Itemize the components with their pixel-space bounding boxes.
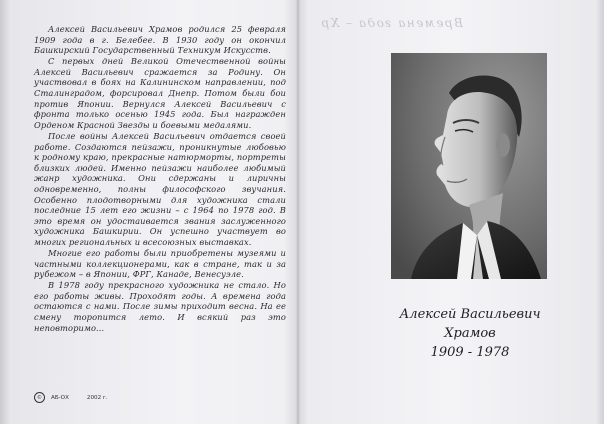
show-through-text: Времена года – Хр — [320, 16, 463, 30]
bio-paragraph: Многие его работы были приобретены музеями и частными коллекционерами, как в стране, так и за рубежом – в Японии, ФРГ, Канаде, Венесуэле. — [34, 247, 286, 280]
portrait-caption — [370, 305, 570, 362]
page-edge-shadow-left — [0, 0, 10, 424]
bio-paragraph: После войны Алексей Васильевич отдается своей работе. Создаются пейзажи, проникнутые любовью к родному краю, прекрасные натюрморты, портреты близких людей. Именно пейзажи наиболее любимый жанр художника. Они сдержаны и лиричны одновременно, полны философского звучания. Особенно плодотворными для художника стали последние 15 лет его жизни – с 1964 по 1978 год. В это время он удостаивается звания заслуженного художника Башкирии. Он успешно участвует во многих региональных и всесоюзных выставках. — [34, 130, 286, 247]
publication-year: 2002 г. — [86, 394, 108, 401]
imprint — [34, 392, 108, 403]
bio-paragraph: Алексей Васильевич Храмов родился 25 февраля 1909 года в г. Белебее. В 1930 году он окончил Башкирский Государственный Техникум Искусств. — [34, 24, 286, 56]
right-page — [300, 0, 604, 424]
portrait-illustration — [391, 53, 547, 279]
left-page — [10, 0, 294, 424]
bio-paragraph: В 1978 году прекрасного художника не стало. Но его работы живы. Проходят годы. А времена года остаются с нами. После зимы приходит весна. На ее смену торопится лето. И всякий раз это неповторимо... — [34, 280, 286, 333]
artist-name-line2: Храмов — [444, 326, 496, 341]
artist-name-line1: Алексей Васильевич — [399, 307, 541, 322]
publisher-name: АБ-ОХ — [51, 394, 69, 401]
copyright-icon: © — [34, 392, 45, 403]
artist-portrait-photo — [391, 53, 547, 279]
life-years: 1909 - 1978 — [430, 345, 510, 360]
biography-text — [34, 24, 286, 333]
bio-paragraph: С первых дней Великой Отечественной войны Алексей Васильевич сражается за Родину. Он участвовал в боях на Калининском направлении, под Сталинградом, форсировал Днепр. Потом были бои против Японии. Вернулся Алексей Васильевич с фронта только осенью 1945 года. Был награжден Орденом Красной Звезды и боевыми медалями. — [34, 56, 286, 130]
